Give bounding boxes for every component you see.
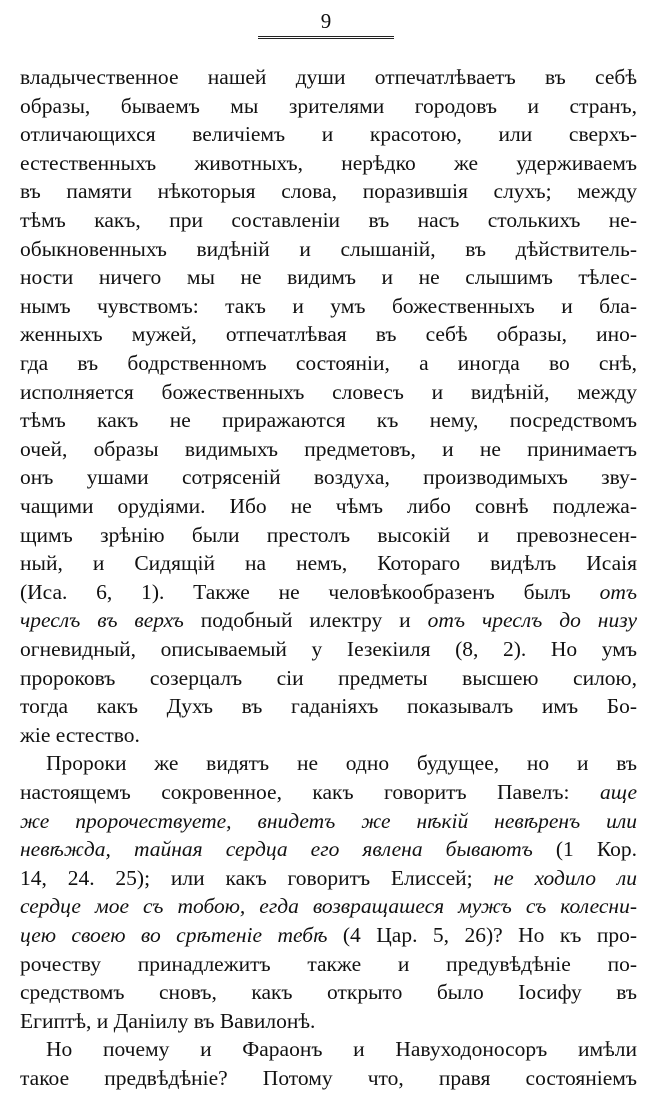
text-span: такое предвѣдѣніе? Потому что, правя состояніемъ <box>20 1066 637 1090</box>
text-line <box>20 405 637 435</box>
italic-quote-span: цею своею во срѣтеніе тебѣ <box>20 923 328 947</box>
text-span: средствомъ сновъ, какъ открыто было Іосифу въ <box>20 980 637 1005</box>
text-line <box>20 205 637 235</box>
text-line <box>20 891 637 921</box>
text-span: тѣмъ какъ не приражаются къ нему, посредствомъ <box>20 408 637 433</box>
text-line <box>20 605 637 635</box>
text-span: очей, образы видимыхъ предметовъ, и не принимаетъ <box>20 436 637 461</box>
text-span: огневидный, описываемый у Іезекіиля (8, 2). Но умъ <box>20 637 637 661</box>
text-span: подобный илектру и <box>183 608 428 633</box>
text-line <box>20 348 637 378</box>
text-span: женныхъ мужей, отпечатлѣвая въ себѣ образы, ино- <box>20 322 637 347</box>
italic-quote-span: невѣжда, тайная сердца его явлена бываютъ <box>20 837 533 862</box>
text-line <box>20 777 637 807</box>
text-span: обыкновенныхъ видѣній и слышаній, въ дѣйствитель- <box>20 236 637 261</box>
text-span: естественныхъ животныхъ, нерѣдко же удерживаемъ <box>20 150 637 175</box>
text-line <box>20 491 637 521</box>
text-line <box>20 920 637 950</box>
italic-quote-span: же пророчествуете, внидетъ же нѣкій невѣренъ или <box>20 808 637 833</box>
text-span: Пророки же видятъ не одно будущее, но и въ <box>46 751 637 776</box>
text-span: пророковъ созерцалъ сіи предметы высшею силою, <box>20 665 637 690</box>
italic-quote-span: чреслъ въ верхъ <box>20 608 184 633</box>
text-line <box>20 62 637 92</box>
text-span: (4 Цар. 5, 26)? Но къ про- <box>327 923 638 947</box>
italic-quote-span: аще <box>599 780 637 804</box>
text-line <box>20 806 637 836</box>
text-span: 14, 24. 25); или какъ говоритъ Елиссей; <box>20 865 494 890</box>
text-span: образы, бываемъ мы зрителями городовъ и странъ, <box>20 93 637 118</box>
text-span: тогда какъ Духъ въ гаданіяхъ показывалъ имъ Бо- <box>20 694 637 719</box>
italic-quote-span: сердце мое съ тобою, егда возвращашеся мужъ съ колесни- <box>20 894 637 919</box>
text-span: настоящемъ сокровенное, какъ говоритъ Павелъ: <box>20 780 600 804</box>
text-span: нымъ чувствомъ: такъ и умъ божественныхъ и бла- <box>20 293 637 318</box>
text-span: тѣмъ какъ, при составленіи въ насъ столькихъ не- <box>20 208 637 232</box>
text-line <box>20 720 637 750</box>
text-line <box>20 977 637 1007</box>
text-line <box>20 663 637 693</box>
text-line <box>20 234 637 264</box>
text-line <box>20 548 637 578</box>
text-line <box>20 291 637 321</box>
text-line <box>20 634 637 664</box>
text-line <box>46 748 637 778</box>
text-span: въ памяти нѣкоторыя слова, поразившія слухъ; между <box>20 179 637 204</box>
text-span: щимъ зрѣнію были престолъ высокій и превознесен- <box>20 522 637 547</box>
text-span: исполняется божественныхъ словесъ и видѣній, между <box>20 379 637 404</box>
text-line <box>20 949 637 979</box>
text-line <box>20 176 637 206</box>
italic-quote-span: отъ <box>599 579 637 604</box>
text-span: ности ничего мы не видимъ и не слышимъ тѣлес- <box>20 265 637 290</box>
text-line <box>20 834 637 864</box>
header-rule <box>258 36 394 39</box>
text-span: онъ ушами сотрясеній воздуха, производимыхъ зву- <box>20 465 637 490</box>
text-line <box>20 1063 637 1093</box>
text-span: гда въ бодрственномъ состояніи, а иногда во снѣ, <box>20 351 637 375</box>
text-span: чащими орудіями. Ибо не чѣмъ либо совнѣ подлежа- <box>20 494 637 518</box>
text-span: рочеству принадлежитъ также и предувѣдѣніе по- <box>20 951 637 976</box>
text-line <box>20 262 637 292</box>
text-span: Но почему и Фараонъ и Навуходоносоръ имѣли <box>46 1037 637 1062</box>
text-line <box>20 434 637 464</box>
text-line <box>20 1006 637 1036</box>
text-line <box>20 462 637 492</box>
text-span: отличающихся величіемъ и красотою, или сверхъ- <box>20 122 637 147</box>
italic-quote-span: отъ чреслъ до низу <box>427 608 638 633</box>
text-span: (Иса. 6, 1). Также не человѣкообразенъ былъ <box>20 579 600 604</box>
italic-quote-span: не ходило ли <box>493 865 637 890</box>
text-line <box>20 691 637 721</box>
text-line <box>20 91 637 121</box>
text-span: владычественное нашей души отпечатлѣваетъ въ себѣ <box>20 65 637 89</box>
text-line <box>20 148 637 178</box>
text-span: Египтѣ, и Даніилу въ Вавилонѣ. <box>20 1008 316 1033</box>
text-span: жіе естество. <box>20 722 140 747</box>
text-span: ный, и Сидящій на немъ, Котораго видѣлъ Исаія <box>20 551 637 576</box>
text-line <box>46 1034 637 1064</box>
text-line <box>20 520 637 550</box>
text-line <box>20 863 637 893</box>
text-line <box>20 319 637 349</box>
text-line <box>20 119 637 149</box>
text-span: (1 Кор. <box>532 837 637 862</box>
page-number: 9 <box>320 9 332 33</box>
text-line <box>20 377 637 407</box>
text-line <box>20 577 637 607</box>
